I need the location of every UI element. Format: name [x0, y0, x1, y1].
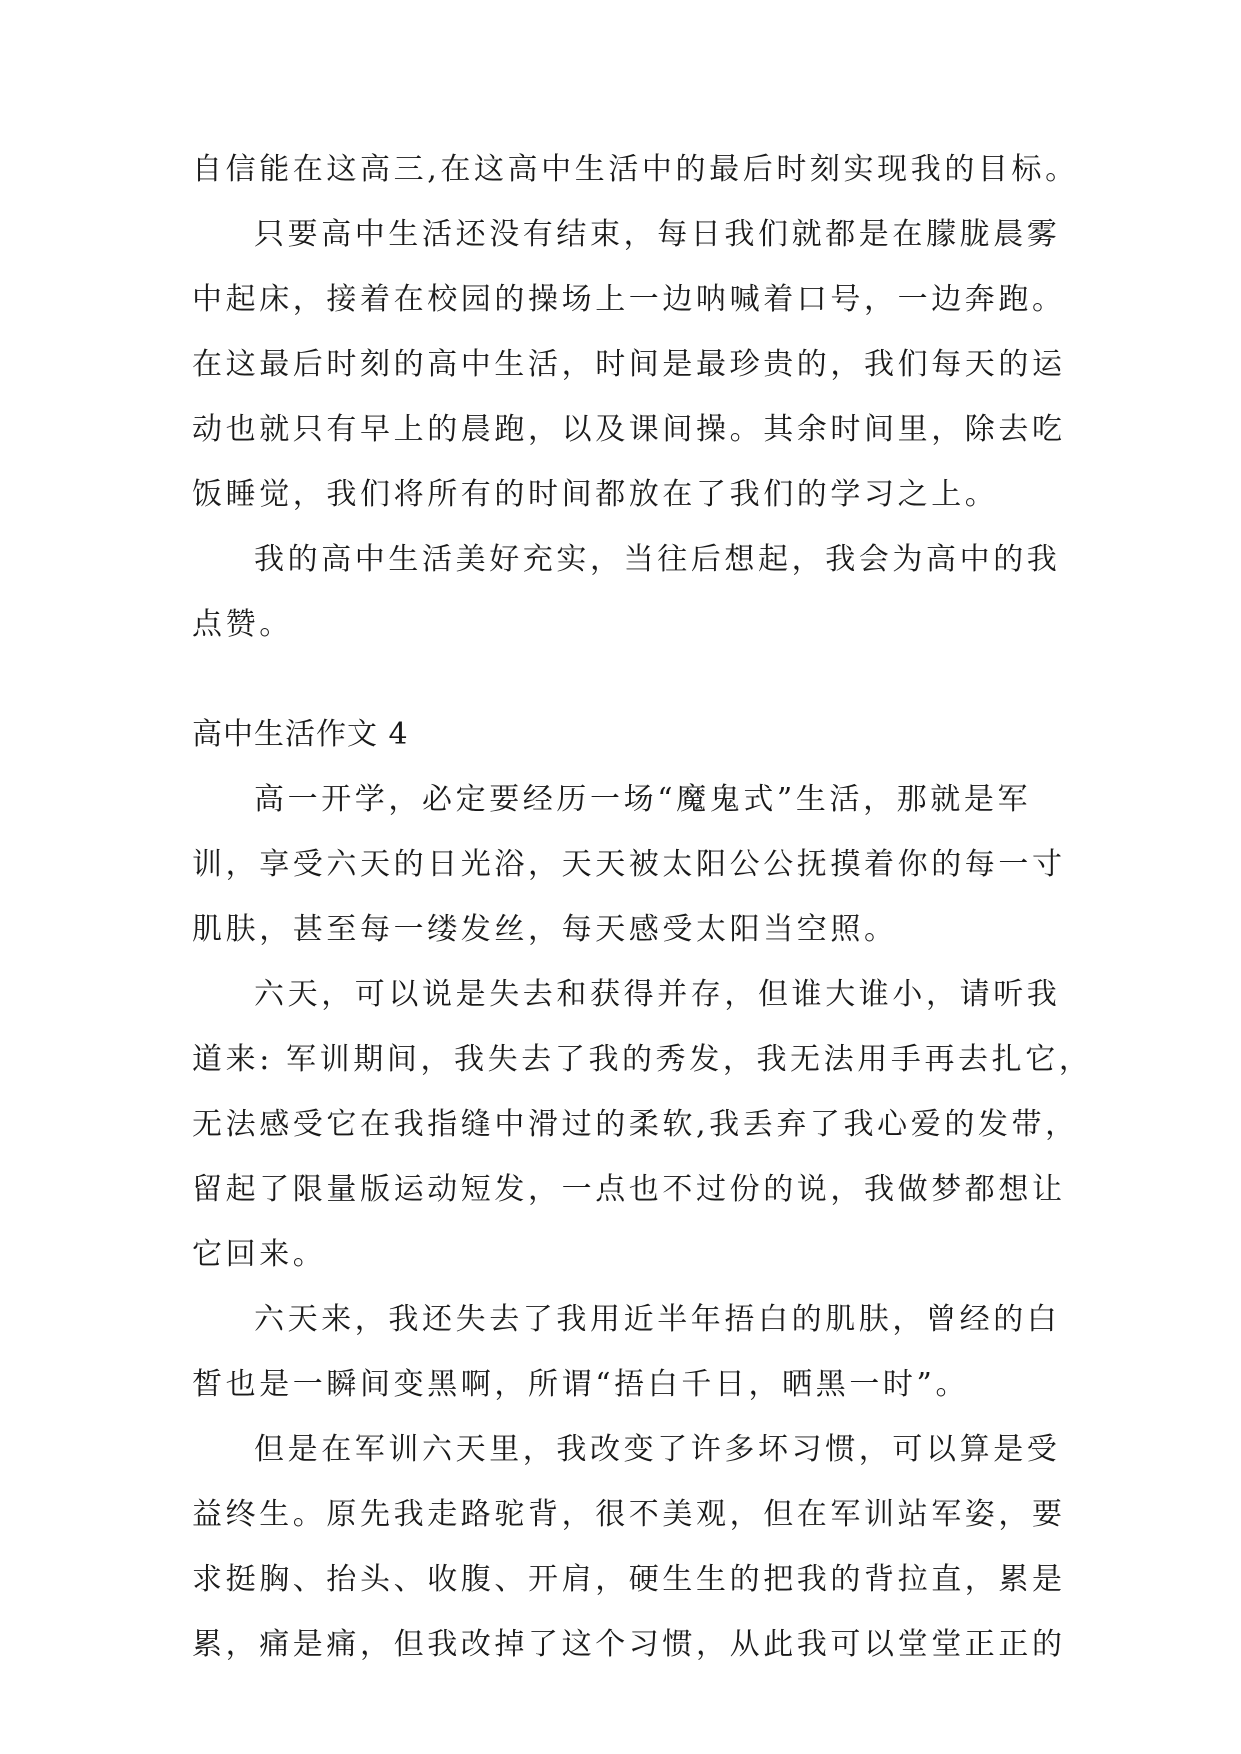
text-line: 动也就只有早上的晨跑，以及课间操。其余时间里，除去吃 [192, 412, 1066, 447]
text-line: 自信能在这高三,在这高中生活中的最后时刻实现我的目标。 [192, 152, 1079, 187]
text-line: 无法感受它在我指缝中滑过的柔软,我丢弃了我心爱的发带， [192, 1107, 1079, 1142]
text-line: 留起了限量版运动短发，一点也不过份的说，我做梦都想让 [192, 1172, 1066, 1207]
text-line: 求挺胸、抬头、收腹、开肩，硬生生的把我的背拉直，累是 [192, 1562, 1066, 1597]
text-line: 累，痛是痛，但我改掉了这个习惯，从此我可以堂堂正正的 [192, 1627, 1066, 1662]
paragraph-start-line: 但是在军训六天里，我改变了许多坏习惯，可以算是受 [254, 1432, 1061, 1467]
text-line: 益终生。原先我走路驼背，很不美观，但在军训站军姿，要 [192, 1497, 1066, 1532]
text-line: 道来: 军训期间，我失去了我的秀发，我无法用手再去扎它， [192, 1042, 1093, 1077]
paragraph-start-line: 六天，可以说是失去和获得并存，但谁大谁小，请听我 [254, 977, 1061, 1012]
text-line: 它回来。 [192, 1237, 327, 1272]
paragraph-start-line: 我的高中生活美好充实，当往后想起，我会为高中的我 [254, 542, 1061, 577]
paragraph-start-line: 只要高中生活还没有结束，每日我们就都是在朦胧晨雾 [254, 217, 1061, 252]
text-line: 在这最后时刻的高中生活，时间是最珍贵的，我们每天的运 [192, 347, 1066, 382]
text-line: 点赞。 [192, 607, 293, 642]
paragraph-start-line: 六天来，我还失去了我用近半年捂白的肌肤，曾经的白 [254, 1302, 1061, 1337]
text-line: 饭睡觉，我们将所有的时间都放在了我们的学习之上。 [192, 477, 999, 512]
text-line: 肌肤，甚至每一缕发丝，每天感受太阳当空照。 [192, 912, 898, 947]
paragraph-start-line: 高一开学，必定要经历一场“魔鬼式”生活，那就是军 [254, 782, 1032, 817]
text-line: 中起床，接着在校园的操场上一边呐喊着口号，一边奔跑。 [192, 282, 1066, 317]
section-heading: 高中生活作文 4 [192, 717, 409, 752]
text-line: 训，享受六天的日光浴，天天被太阳公公抚摸着你的每一寸 [192, 847, 1066, 882]
text-line: 皙也是一瞬间变黑啊，所谓“捂白千日，晒黑一时”。 [192, 1367, 970, 1402]
